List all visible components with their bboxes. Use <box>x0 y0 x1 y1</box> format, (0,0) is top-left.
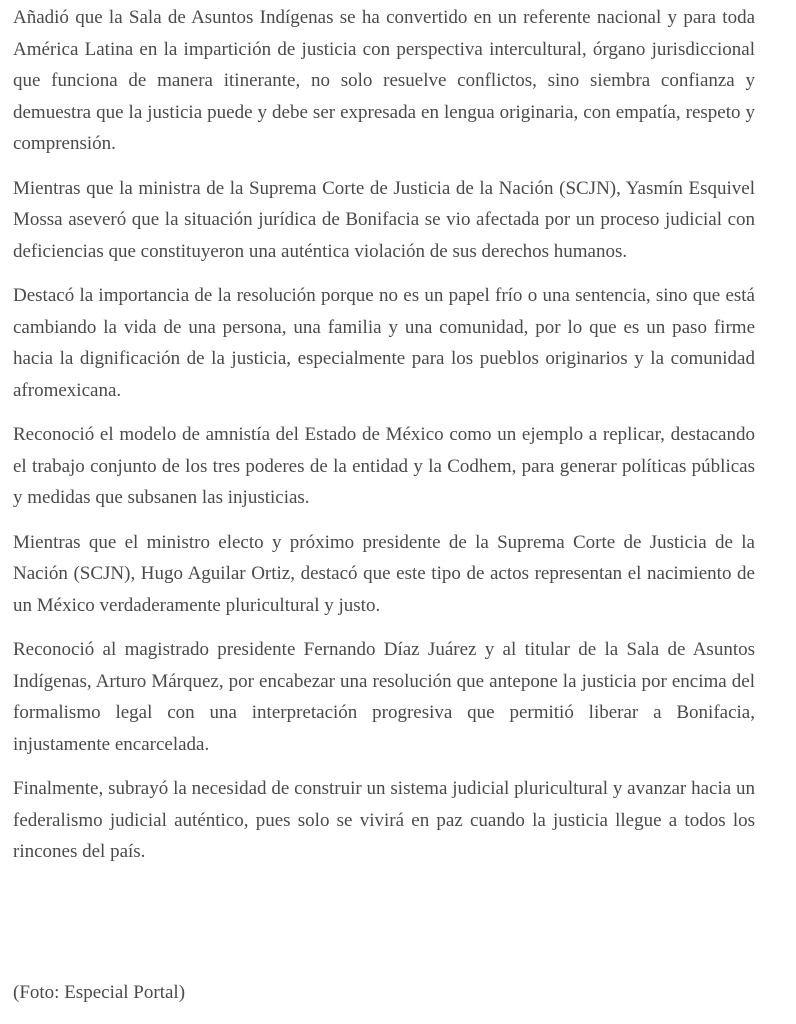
paragraph-4: Reconoció el modelo de amnistía del Estado de México como un ejemplo a replicar, destacando el trabajo conjunto de los tres poderes de la entidad y la Codhem, para generar políticas públicas y medidas que subsanen las injusticias. <box>13 424 755 508</box>
paragraph-2: Mientras que la ministra de la Suprema Corte de Justicia de la Nación (SCJN), Yasmín Esquivel Mossa aseveró que la situación jurídica de Bonifacia se vio afectada por un proceso judicial con deficiencias que constituyeron una auténtica violación de sus derechos humanos. <box>13 177 755 262</box>
paragraph-6: Reconoció al magistrado presidente Fernando Díaz Juárez y al titular de la Sala de Asuntos Indígenas, Arturo Márquez, por encabezar una resolución que antepone la justicia por encima del formalismo legal con una interpretación progresiva que permitió liberar a Bonifacia, injustamente encarcelada. <box>13 639 755 755</box>
paragraph-1: Añadió que la Sala de Asuntos Indígenas se ha convertido en un referente nacional y para toda América Latina en la impartición de justicia con perspectiva intercultural, órgano jurisdiccional que funciona de manera itinerante, no solo resuelve conflictos, sino siembra confianza y demuestra que la justicia puede y debe ser expresada en lengua originaria, con empatía, respeto y comprensión. <box>13 7 755 154</box>
photo-caption: (Foto: Especial Portal) <box>13 982 186 1003</box>
paragraph-7: Finalmente, subrayó la necesidad de construir un sistema judicial pluricultural y avanzar hacia un federalismo judicial auténtico, pues solo se vivirá en paz cuando la justicia llegue a todos los rincones del país. <box>13 778 755 862</box>
article-body <box>13 0 755 881</box>
paragraph-5: Mientras que el ministro electo y próximo presidente de la Suprema Corte de Justicia de la Nación (SCJN), Hugo Aguilar Ortiz, destacó que este tipo de actos representan el nacimiento de un México verdaderamente pluricultural y justo. <box>13 531 755 616</box>
paragraph-3: Destacó la importancia de la resolución porque no es un papel frío o una sentencia, sino que está cambiando la vida de una persona, una familia y una comunidad, por lo que es un paso firme hacia la dignificación de la justicia, especialmente para los pueblos originarios y la comunidad afromexicana. <box>13 285 755 401</box>
